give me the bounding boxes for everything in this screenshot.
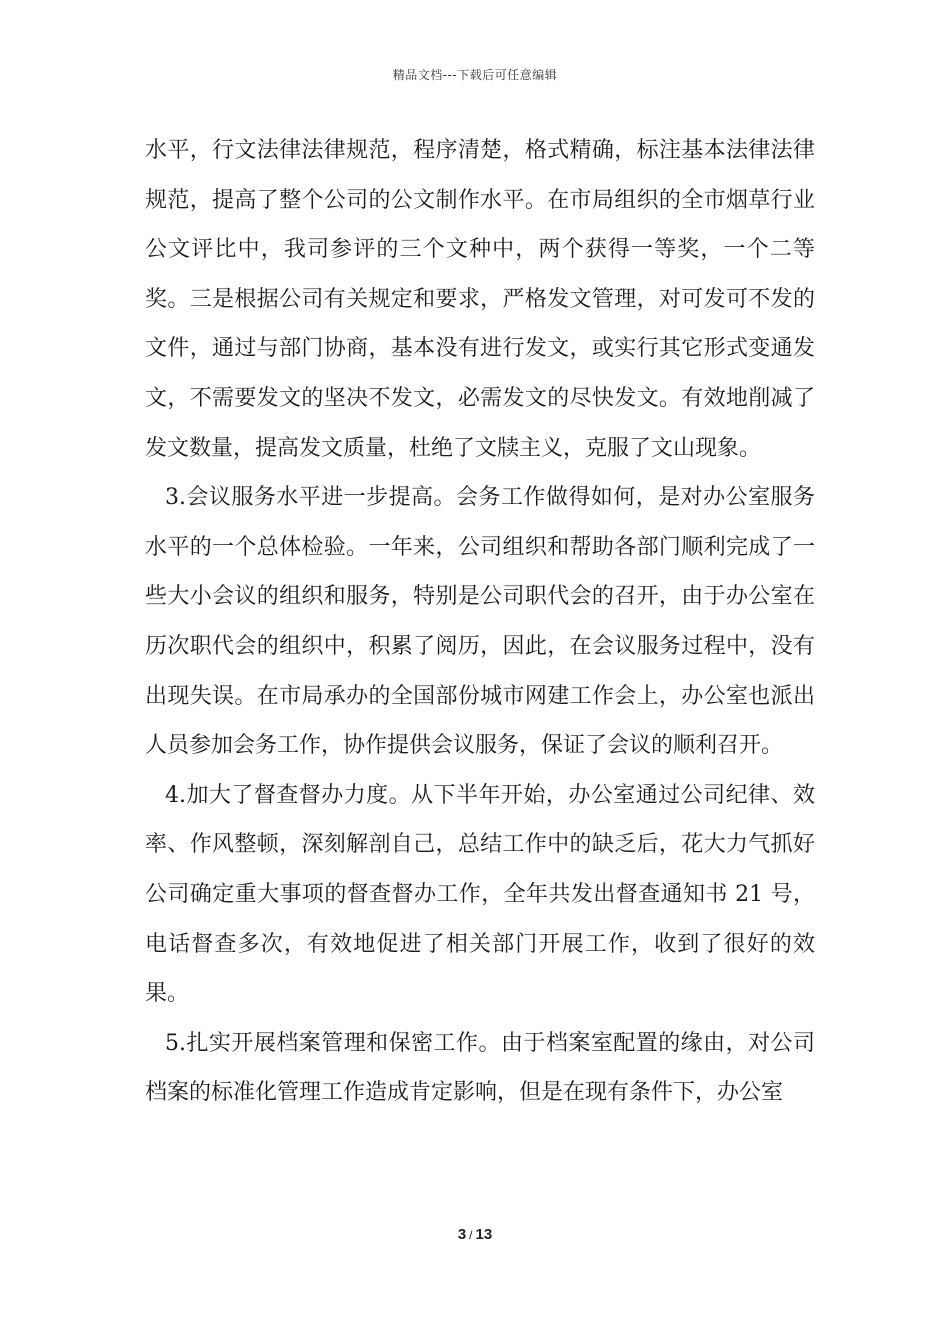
paragraph-continuation: 水平，行文法律法律规范，程序清楚，格式精确，标注基本法律法律规范，提高了整个公司的公文制作水平。在市局组织的全市烟草行业公文评比中，我司参评的三个文种中，两个获得一等奖，一个二等奖。三是根据公司有关规定和要求，严格发文管理，对可发可不发的文件，通过与部门协商，基本没有进行发文，或实行其它形式变通发文，不需要发文的坚决不发文，必需发文的尽快发文。有效地削减了发文数量，提高发文质量，杜绝了文牍主义，克服了文山现象。 xyxy=(145,138,815,461)
current-page-number: 3 xyxy=(457,1226,467,1243)
document-body xyxy=(145,126,815,1118)
page-number xyxy=(0,1226,950,1243)
paragraph-archives: 5.扎实开展档案管理和保密工作。由于档案室配置的缘由，对公司档案的标准化管理工作造成肯定影响，但是在现有条件下，办公室 xyxy=(145,1030,815,1106)
page-separator: / xyxy=(469,1228,473,1242)
paragraph-supervision: 4.加大了督查督办力度。从下半年开始，办公室通过公司纪律、效率、作风整顿，深刻解剖自己，总结工作中的缺乏后，花大力气抓好公司确定重大事项的督查督办工作，全年共发出督查通知书 21 号，电话督查多次，有效地促进了相关部门开展工作，收到了很好的效果。 xyxy=(145,782,815,1007)
paragraph-meeting-service: 3.会议服务水平进一步提高。会务工作做得如何，是对办公室服务水平的一个总体检验。一年来，公司组织和帮助各部门顺利完成了一些大小会议的组织和服务，特别是公司职代会的召开，由于办公室在历次职代会的组织中，积累了阅历，因此，在会议服务过程中，没有出现失误。在市局承办的全国部份城市网建工作会上，办公室也派出人员参加会务工作，协作提供会议服务，保证了会议的顺利召开。 xyxy=(145,485,815,759)
total-page-count: 13 xyxy=(475,1226,493,1243)
page-header: 精品文档---下载后可任意编辑 xyxy=(392,68,558,82)
